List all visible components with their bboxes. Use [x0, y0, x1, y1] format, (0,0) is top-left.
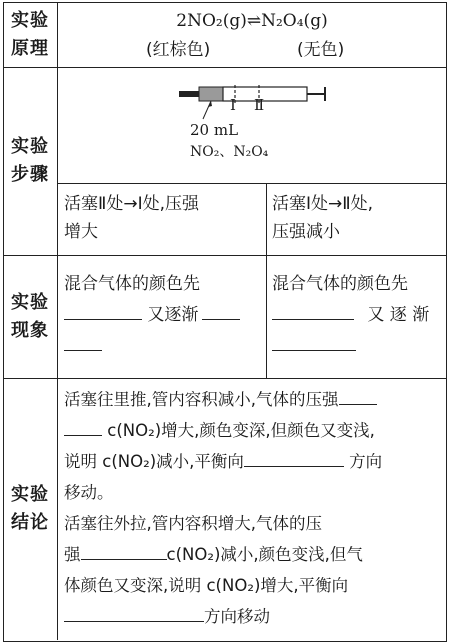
row-divider — [4, 378, 446, 379]
text-line — [64, 539, 444, 570]
phenomenon-right — [272, 270, 444, 361]
text-fragment: 又 逐 渐 — [367, 305, 430, 325]
answer-blank — [64, 299, 142, 320]
answer-blank — [64, 415, 102, 436]
position-1-label: Ⅰ — [230, 96, 236, 114]
syringe-tip — [179, 91, 199, 97]
answer-blank — [64, 330, 102, 351]
steps-header — [4, 67, 56, 255]
contents-label: NO₂、N₂O₄ — [190, 144, 269, 160]
text-line — [272, 299, 444, 330]
text-fragment: 方向 — [349, 452, 383, 471]
answer-blank — [244, 446, 344, 467]
steps-right-line: 压强减小 — [272, 222, 340, 242]
column-divider — [57, 3, 58, 640]
header-line-1: 实验 — [11, 484, 49, 505]
steps-left — [64, 190, 264, 246]
text-line: 混合气体的颜色先 — [64, 274, 200, 294]
equation-text: 2NO₂(g)⇌N₂O₄(g) — [176, 11, 328, 31]
text-fragment: c(NO₂)减小,颜色变浅,但气 — [166, 545, 363, 564]
column-divider — [266, 183, 267, 378]
text-fragment: 方向移动 — [204, 607, 270, 626]
text-fragment: 强 — [64, 545, 81, 564]
principle-header — [4, 3, 56, 67]
text-fragment: 说明 c(NO₂)减小,平衡向 — [64, 452, 244, 471]
row-divider — [4, 255, 446, 256]
header-line-1: 实验 — [11, 10, 49, 31]
answer-blank — [272, 330, 356, 351]
text-line: 活塞往外拉,管内容积增大,气体的压 — [64, 514, 322, 533]
steps-left-line: 活塞Ⅱ处→Ⅰ处,压强 — [64, 194, 200, 214]
steps-right-line: 活塞Ⅰ处→Ⅱ处, — [272, 194, 374, 214]
answer-blank — [64, 601, 204, 622]
header-line-1: 实验 — [11, 291, 49, 313]
equation — [58, 7, 446, 35]
volume-label: 20 mL — [190, 121, 239, 139]
answer-blank — [272, 299, 354, 320]
color-left: (红棕色) — [146, 40, 211, 60]
header-line-2: 原理 — [11, 38, 49, 59]
text-line — [272, 330, 444, 361]
text-fragment: c(NO₂)增大,颜色变深,但颜色又变浅, — [107, 421, 375, 440]
text-line — [64, 330, 264, 361]
arrow-head-icon — [208, 101, 212, 107]
position-2-label: Ⅱ — [254, 96, 265, 114]
text-line — [64, 415, 444, 446]
text-fragment: 又逐渐 — [147, 305, 199, 325]
header-line-2: 步骤 — [11, 164, 49, 185]
header-line-1: 实验 — [11, 136, 49, 157]
text-fragment: 活塞往里推,管内容积减小,气体的压强 — [64, 390, 339, 409]
text-line: 体颜色又变深,说明 c(NO₂)增大,平衡向 — [64, 576, 349, 595]
answer-blank — [339, 384, 377, 405]
steps-right — [272, 190, 444, 246]
header-line-2: 结论 — [11, 512, 49, 533]
header-line-2: 现象 — [11, 319, 49, 341]
text-line — [64, 446, 444, 477]
color-right: (无色) — [297, 40, 345, 60]
text-line: 混合气体的颜色先 — [272, 274, 408, 294]
conclusion-text — [64, 384, 444, 632]
text-line — [64, 299, 264, 330]
phenomenon-header — [4, 255, 56, 378]
text-line — [64, 384, 444, 415]
gas-fill — [199, 87, 223, 101]
row-divider — [57, 183, 446, 184]
phenomenon-left — [64, 270, 264, 361]
experiment-table — [3, 2, 447, 642]
text-line: 移动。 — [64, 483, 114, 502]
text-line — [64, 601, 444, 632]
answer-blank — [202, 299, 240, 320]
steps-left-line: 增大 — [64, 222, 98, 242]
answer-blank — [81, 539, 167, 560]
conclusion-header — [4, 378, 56, 640]
row-divider — [4, 67, 446, 68]
